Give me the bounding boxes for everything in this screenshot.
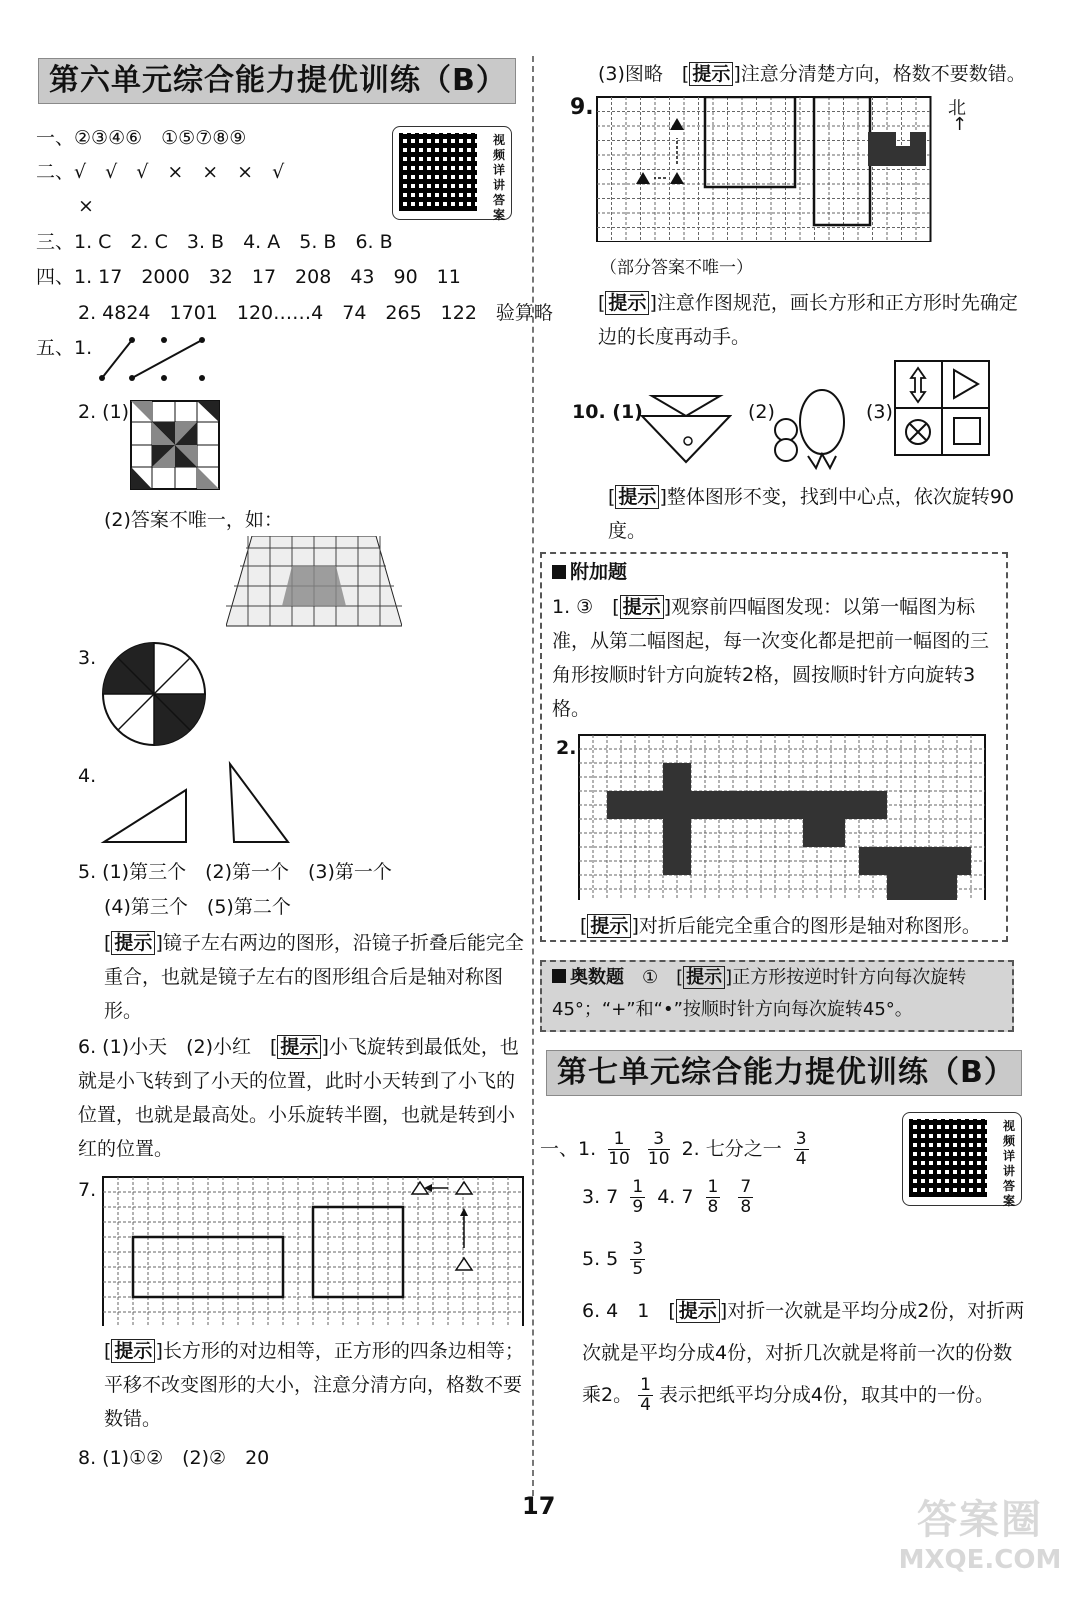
- tip-label: 提示: [605, 291, 649, 315]
- unit7-answer-1: 一、1. $\frac{1}{10}$ $\frac{3}{10}$ 2. 七分之一 $\frac{3}{4}$: [540, 1129, 807, 1169]
- question-5-2-sub: (2)答案不唯一，如：: [104, 509, 283, 531]
- tee-shape-bottom: [859, 847, 971, 875]
- cube-stack-figure: [226, 536, 402, 628]
- answer-section-2-cont: ×: [78, 195, 94, 217]
- qr-code-unit6[interactable]: [392, 126, 512, 220]
- answer-section-4-1: 四、1. 17 2000 32 17 208 43 90 11: [36, 266, 461, 288]
- qr-label: 视频详讲答案: [492, 133, 505, 222]
- tip-label: 提示: [277, 1035, 321, 1059]
- unit6-banner: 第六单元综合能力提优训练（B）: [38, 58, 516, 104]
- tip-label: 提示: [615, 485, 659, 509]
- unit7-banner: 第七单元综合能力提优训练（B）: [546, 1050, 1022, 1096]
- unit7-answer-6: 6. 4 1 [ 提示 ]对折一次就是平均分成2份，对折两次就是平均分成4份，对折几次就是将前一次的份数乘2。 $\frac{1}{4}$ 表示把纸平均分成4份，取其中的一份。: [582, 1300, 1025, 1415]
- olympiad-content: 奥数题 ① [ 提示 ]正方形按逆时针方向每次旋转45°；“+”和“•”按顺时针方向每次旋转45°。: [552, 967, 967, 1020]
- watermark-logo: 答案圈 MXQE.COM: [898, 1497, 1062, 1575]
- page-number: 17: [522, 1492, 556, 1520]
- question-10-label: 10. (1): [572, 401, 643, 423]
- pinwheel-figure: [130, 400, 220, 490]
- question-9-tip: [ 提示 ]注意作图规范，画长方形和正方形时先确定边的长度再动手。: [598, 292, 1018, 348]
- answer-section-4-2: 2. 4824 1701 120……4 74 265 122 验算略: [78, 302, 553, 324]
- question-5-5-line1: 5. (1)第三个 (2)第一个 (3)第一个: [78, 861, 392, 883]
- question-5-4-label: 4.: [78, 765, 97, 787]
- qr-label: 视频详讲答案: [1002, 1119, 1015, 1208]
- tee-shape-base: [887, 875, 957, 900]
- rotation-square-grid-figure: [894, 360, 990, 456]
- question-5-5-tip: [ 提示 ]镜子左右两边的图形，沿镜子折叠后能完全重合，也就是镜子左右的图形组合后是轴对称图形。: [104, 932, 524, 1022]
- question-5-7-label: 7.: [78, 1179, 97, 1201]
- qr-code-icon: [399, 133, 477, 211]
- extra-question-1: 1. ③ [ 提示 ]观察前四幅图发现：以第一幅图为标准，从第二幅图起，每一次变化都是把前一幅图的三角形按顺时针方向旋转2格，圆按顺时针方向旋转3格。: [552, 596, 990, 720]
- unit7-answer-3-4: 3. 7 $\frac{1}{9}$ 4. 7 $\frac{1}{8}$ $\frac{7}{8}$: [582, 1177, 752, 1217]
- qr-code-icon: [909, 1119, 987, 1197]
- column-divider: [532, 56, 534, 1496]
- question-5-8: 8. (1)①② (2)② 20: [78, 1447, 270, 1469]
- tee-shape-top: [747, 791, 887, 819]
- question-10-3-label: (3): [866, 401, 893, 423]
- rotation-triangle-figure: [638, 386, 732, 466]
- question-5-2-label: 2. (1): [78, 401, 130, 423]
- question-10-2-label: (2): [748, 401, 775, 423]
- tip-label: 提示: [683, 966, 725, 989]
- question-5-5-line2: (4)第三个 (5)第二个: [104, 896, 291, 918]
- olympiad-flag-icon: [552, 969, 566, 983]
- extra-questions-title: 附加题: [552, 560, 627, 584]
- rotation-fish-figure: [770, 388, 862, 472]
- tip-label: 提示: [111, 931, 155, 955]
- qr-code-unit7[interactable]: [902, 1112, 1022, 1206]
- north-arrow-icon: ↑: [952, 114, 968, 135]
- extra-flag-icon: [552, 565, 566, 579]
- tip-label: 提示: [676, 1299, 720, 1323]
- answer-section-3: 三、1. C 2. C 3. B 4. A 5. B 6. B: [36, 231, 393, 253]
- extra-question-2-tip: [ 提示 ]对折后能完全重合的图形是轴对称图形。: [580, 915, 981, 937]
- circle-sector-figure: [100, 640, 208, 748]
- tip-label: 提示: [587, 914, 631, 938]
- question-5-6: 6. (1)小天 (2)小红 [ 提示 ]小飞旋转到最低处，也就是小飞转到了小天的位置，此时小天转到了小飞的位置，也就是最高处。小乐旋转半圈，也就是转到小红的位置。: [78, 1036, 519, 1160]
- tee-shape-stem: [803, 819, 845, 847]
- right-line-3: (3)图略 [ 提示 ]注意分清楚方向，格数不要数错。: [598, 63, 1026, 85]
- answer-section-5-1: 五、1.: [36, 337, 93, 359]
- translation-grid: [102, 1176, 526, 1326]
- answer-section-1: 一、②③④⑥ ①⑤⑦⑧⑨: [36, 127, 247, 149]
- north-label: 北: [948, 98, 966, 119]
- question-9-note: （部分答案不唯一）: [600, 258, 753, 278]
- direction-grid: [596, 96, 942, 242]
- question-9-label: 9.: [570, 95, 594, 120]
- triangles-figure: [100, 758, 300, 848]
- tip-label: 提示: [111, 1339, 155, 1363]
- extra-question-2-label: 2.: [556, 737, 577, 759]
- dot-line-figure: [92, 330, 222, 386]
- symmetry-grid: [578, 734, 998, 900]
- question-5-7-tip: [ 提示 ]长方形的对边相等，正方形的四条边相等；平移不改变图形的大小，注意分清方向，格数不要数错。: [104, 1340, 524, 1430]
- question-10-tip: [ 提示 ]整体图形不变，找到中心点，依次旋转90度。: [608, 486, 1015, 542]
- cross-shape-horizontal: [607, 791, 747, 819]
- question-5-3-label: 3.: [78, 647, 97, 669]
- tip-label: 提示: [689, 62, 733, 86]
- unit7-answer-5: 5. 5 $\frac{3}{5}$: [582, 1239, 644, 1279]
- answer-section-2: 二、√ √ √ × × × √: [36, 161, 285, 183]
- tip-label: 提示: [620, 595, 664, 619]
